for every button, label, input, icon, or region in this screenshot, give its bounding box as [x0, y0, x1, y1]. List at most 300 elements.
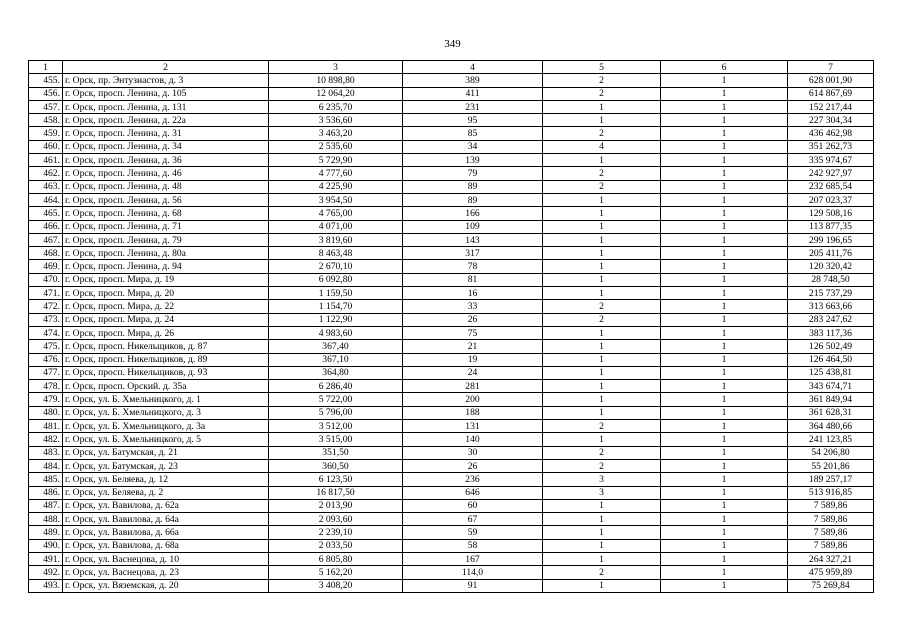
cell-count-6: 1	[661, 433, 788, 446]
cell-count-5: 2	[543, 459, 661, 472]
cell-area: 4 071,00	[269, 220, 403, 233]
cell-area: 8 463,48	[269, 247, 403, 260]
table-row	[29, 273, 874, 286]
cell-count-5: 1	[543, 287, 661, 300]
cell-row-number: 459.	[29, 127, 63, 140]
cell-row-number: 484.	[29, 459, 63, 472]
cell-row-number: 457.	[29, 100, 63, 113]
cell-count-5: 1	[543, 154, 661, 167]
cell-amount: 7 589,86	[788, 513, 874, 526]
table-row	[29, 380, 874, 393]
cell-address: г. Орск, просп. Орский. д. 35а	[63, 380, 269, 393]
cell-count-6: 1	[661, 513, 788, 526]
cell-count-6: 1	[661, 552, 788, 565]
cell-address: г. Орск, ул. Батумская, д. 23	[63, 459, 269, 472]
cell-amount: 126 464,50	[788, 353, 874, 366]
table-row	[29, 420, 874, 433]
cell-address: г. Орск, пр. Энтузиастов, д. 3	[63, 74, 269, 87]
cell-residents: 166	[403, 207, 543, 220]
cell-row-number: 471.	[29, 287, 63, 300]
cell-address: г. Орск, ул. Васнецова, д. 23	[63, 566, 269, 579]
cell-count-5: 1	[543, 207, 661, 220]
table-row	[29, 233, 874, 246]
cell-area: 2 670,10	[269, 260, 403, 273]
cell-count-6: 1	[661, 273, 788, 286]
cell-count-5: 1	[543, 366, 661, 379]
cell-amount: 152 217,44	[788, 100, 874, 113]
table-row	[29, 193, 874, 206]
cell-count-6: 1	[661, 340, 788, 353]
cell-address: г. Орск, просп. Ленина, д. 94	[63, 260, 269, 273]
cell-residents: 58	[403, 539, 543, 552]
cell-count-5: 1	[543, 380, 661, 393]
cell-count-5: 3	[543, 486, 661, 499]
cell-row-number: 489.	[29, 526, 63, 539]
cell-area: 3 463,20	[269, 127, 403, 140]
cell-row-number: 485.	[29, 473, 63, 486]
cell-residents: 85	[403, 127, 543, 140]
cell-count-6: 1	[661, 566, 788, 579]
cell-address: г. Орск, просп. Мира, д. 22	[63, 300, 269, 313]
cell-residents: 143	[403, 233, 543, 246]
cell-address: г. Орск, ул. Вавилова, д. 68а	[63, 539, 269, 552]
cell-count-5: 1	[543, 273, 661, 286]
cell-residents: 317	[403, 247, 543, 260]
cell-amount: 383 117,36	[788, 326, 874, 339]
cell-row-number: 470.	[29, 273, 63, 286]
cell-count-6: 1	[661, 406, 788, 419]
cell-area: 3 536,60	[269, 114, 403, 127]
column-header: 7	[788, 61, 874, 74]
cell-residents: 26	[403, 459, 543, 472]
cell-row-number: 482.	[29, 433, 63, 446]
cell-address: г. Орск, ул. Б. Хмельницкого, д. 3а	[63, 420, 269, 433]
cell-area: 364,80	[269, 366, 403, 379]
cell-count-6: 1	[661, 326, 788, 339]
cell-count-6: 1	[661, 207, 788, 220]
cell-amount: 361 628,31	[788, 406, 874, 419]
cell-address: г. Орск, просп. Мира, д. 20	[63, 287, 269, 300]
cell-amount: 361 849,94	[788, 393, 874, 406]
cell-address: г. Орск, просп. Мира, д. 26	[63, 326, 269, 339]
table-row	[29, 526, 874, 539]
table-row	[29, 180, 874, 193]
cell-amount: 113 877,35	[788, 220, 874, 233]
cell-residents: 200	[403, 393, 543, 406]
cell-count-5: 1	[543, 114, 661, 127]
cell-amount: 283 247,62	[788, 313, 874, 326]
cell-count-5: 1	[543, 433, 661, 446]
cell-residents: 67	[403, 513, 543, 526]
table-row	[29, 539, 874, 552]
cell-amount: 232 685,54	[788, 180, 874, 193]
cell-address: г. Орск, просп. Ленина, д. 71	[63, 220, 269, 233]
cell-residents: 131	[403, 420, 543, 433]
cell-area: 5 162,20	[269, 566, 403, 579]
table-row	[29, 406, 874, 419]
cell-residents: 21	[403, 340, 543, 353]
cell-count-5: 1	[543, 193, 661, 206]
table-row	[29, 499, 874, 512]
cell-address: г. Орск, просп. Ленина, д. 56	[63, 193, 269, 206]
cell-row-number: 487.	[29, 499, 63, 512]
cell-area: 2 013,90	[269, 499, 403, 512]
cell-amount: 7 589,86	[788, 499, 874, 512]
cell-area: 4 983,60	[269, 326, 403, 339]
cell-area: 367,10	[269, 353, 403, 366]
cell-address: г. Орск, ул. Вавилова, д. 62а	[63, 499, 269, 512]
table-row	[29, 260, 874, 273]
cell-count-5: 2	[543, 420, 661, 433]
cell-amount: 54 206,80	[788, 446, 874, 459]
cell-row-number: 467.	[29, 233, 63, 246]
cell-address: г. Орск, просп. Мира, д. 19	[63, 273, 269, 286]
cell-row-number: 456.	[29, 87, 63, 100]
cell-residents: 411	[403, 87, 543, 100]
cell-address: г. Орск, просп. Ленина, д. 48	[63, 180, 269, 193]
cell-area: 1 122,90	[269, 313, 403, 326]
table-row	[29, 140, 874, 153]
cell-residents: 114,0	[403, 566, 543, 579]
column-header: 6	[661, 61, 788, 74]
cell-count-5: 1	[543, 406, 661, 419]
cell-area: 1 159,50	[269, 287, 403, 300]
cell-area: 6 235,70	[269, 100, 403, 113]
cell-address: г. Орск, просп. Ленина, д. 80а	[63, 247, 269, 260]
cell-residents: 140	[403, 433, 543, 446]
cell-row-number: 493.	[29, 579, 63, 592]
cell-count-5: 1	[543, 247, 661, 260]
cell-area: 3 819,60	[269, 233, 403, 246]
cell-residents: 167	[403, 552, 543, 565]
cell-count-5: 4	[543, 140, 661, 153]
table-row	[29, 326, 874, 339]
table-row	[29, 459, 874, 472]
column-header: 5	[543, 61, 661, 74]
cell-address: г. Орск, ул. Вавилова, д. 66а	[63, 526, 269, 539]
cell-address: г. Орск, просп. Ленина, д. 36	[63, 154, 269, 167]
cell-row-number: 462.	[29, 167, 63, 180]
cell-count-6: 1	[661, 100, 788, 113]
cell-row-number: 475.	[29, 340, 63, 353]
cell-area: 4 225,90	[269, 180, 403, 193]
cell-count-6: 1	[661, 459, 788, 472]
cell-count-5: 1	[543, 526, 661, 539]
cell-amount: 227 304,34	[788, 114, 874, 127]
cell-residents: 646	[403, 486, 543, 499]
table-row	[29, 353, 874, 366]
table-row	[29, 552, 874, 565]
cell-area: 4 765,00	[269, 207, 403, 220]
cell-count-6: 1	[661, 220, 788, 233]
cell-area: 5 796,00	[269, 406, 403, 419]
cell-residents: 81	[403, 273, 543, 286]
cell-count-5: 1	[543, 100, 661, 113]
cell-row-number: 477.	[29, 366, 63, 379]
register-table	[28, 60, 874, 593]
cell-address: г. Орск, ул. Б. Хмельницкого, д. 3	[63, 406, 269, 419]
cell-amount: 7 589,86	[788, 526, 874, 539]
cell-area: 6 123,50	[269, 473, 403, 486]
cell-count-6: 1	[661, 127, 788, 140]
cell-count-5: 2	[543, 127, 661, 140]
cell-row-number: 486.	[29, 486, 63, 499]
header-row	[29, 61, 874, 74]
cell-residents: 24	[403, 366, 543, 379]
cell-residents: 89	[403, 180, 543, 193]
cell-area: 367,40	[269, 340, 403, 353]
cell-area: 12 064,20	[269, 87, 403, 100]
cell-count-6: 1	[661, 499, 788, 512]
cell-address: г. Орск, ул. Беляева, д. 12	[63, 473, 269, 486]
cell-amount: 628 001,90	[788, 74, 874, 87]
cell-count-5: 1	[543, 513, 661, 526]
cell-address: г. Орск, просп. Ленина, д. 31	[63, 127, 269, 140]
cell-amount: 299 196,65	[788, 233, 874, 246]
cell-amount: 335 974,67	[788, 154, 874, 167]
table-row	[29, 300, 874, 313]
table-row	[29, 114, 874, 127]
cell-area: 6 286,40	[269, 380, 403, 393]
cell-row-number: 464.	[29, 193, 63, 206]
cell-count-5: 2	[543, 180, 661, 193]
cell-row-number: 479.	[29, 393, 63, 406]
column-header: 1	[29, 61, 63, 74]
cell-count-5: 1	[543, 539, 661, 552]
cell-residents: 91	[403, 579, 543, 592]
cell-row-number: 483.	[29, 446, 63, 459]
cell-residents: 109	[403, 220, 543, 233]
cell-count-6: 1	[661, 366, 788, 379]
cell-count-5: 2	[543, 167, 661, 180]
cell-residents: 389	[403, 74, 543, 87]
cell-address: г. Орск, просп. Никельщиков, д. 89	[63, 353, 269, 366]
cell-count-6: 1	[661, 446, 788, 459]
cell-address: г. Орск, просп. Мира, д. 24	[63, 313, 269, 326]
cell-area: 10 898,80	[269, 74, 403, 87]
table-row	[29, 247, 874, 260]
cell-count-6: 1	[661, 87, 788, 100]
cell-row-number: 492.	[29, 566, 63, 579]
cell-amount: 125 438,81	[788, 366, 874, 379]
cell-address: г. Орск, ул. Б. Хмельницкого, д. 5	[63, 433, 269, 446]
cell-residents: 78	[403, 260, 543, 273]
cell-amount: 7 589,86	[788, 539, 874, 552]
cell-count-6: 1	[661, 193, 788, 206]
cell-area: 6 805,80	[269, 552, 403, 565]
cell-count-6: 1	[661, 74, 788, 87]
table-row	[29, 100, 874, 113]
cell-amount: 351 262,73	[788, 140, 874, 153]
cell-row-number: 488.	[29, 513, 63, 526]
cell-count-6: 1	[661, 539, 788, 552]
cell-count-5: 1	[543, 393, 661, 406]
cell-residents: 89	[403, 193, 543, 206]
cell-count-6: 1	[661, 526, 788, 539]
cell-amount: 475 959,89	[788, 566, 874, 579]
cell-address: г. Орск, просп. Никельщиков, д. 93	[63, 366, 269, 379]
cell-count-5: 1	[543, 579, 661, 592]
cell-count-5: 1	[543, 552, 661, 565]
cell-amount: 126 502,49	[788, 340, 874, 353]
cell-residents: 59	[403, 526, 543, 539]
cell-address: г. Орск, ул. Вяземская, д. 20	[63, 579, 269, 592]
table-row	[29, 393, 874, 406]
cell-count-5: 1	[543, 326, 661, 339]
cell-residents: 231	[403, 100, 543, 113]
cell-residents: 34	[403, 140, 543, 153]
cell-row-number: 468.	[29, 247, 63, 260]
cell-address: г. Орск, просп. Ленина, д. 79	[63, 233, 269, 246]
cell-count-5: 1	[543, 340, 661, 353]
cell-row-number: 466.	[29, 220, 63, 233]
cell-area: 3 515,00	[269, 433, 403, 446]
cell-count-6: 1	[661, 154, 788, 167]
cell-count-6: 1	[661, 300, 788, 313]
cell-address: г. Орск, просп. Ленина, д. 34	[63, 140, 269, 153]
cell-area: 2 535,60	[269, 140, 403, 153]
cell-count-6: 1	[661, 140, 788, 153]
cell-area: 3 408,20	[269, 579, 403, 592]
cell-area: 3 954,50	[269, 193, 403, 206]
cell-amount: 120 320,42	[788, 260, 874, 273]
cell-area: 5 729,90	[269, 154, 403, 167]
cell-amount: 614 867,69	[788, 87, 874, 100]
table-row	[29, 366, 874, 379]
cell-address: г. Орск, просп. Ленина, д. 68	[63, 207, 269, 220]
cell-count-5: 1	[543, 353, 661, 366]
cell-row-number: 481.	[29, 420, 63, 433]
cell-count-6: 1	[661, 393, 788, 406]
cell-count-6: 1	[661, 260, 788, 273]
cell-area: 6 092,80	[269, 273, 403, 286]
cell-residents: 188	[403, 406, 543, 419]
cell-count-6: 1	[661, 313, 788, 326]
cell-count-6: 1	[661, 486, 788, 499]
table-row	[29, 566, 874, 579]
cell-amount: 55 201,86	[788, 459, 874, 472]
cell-count-6: 1	[661, 353, 788, 366]
cell-area: 351,50	[269, 446, 403, 459]
column-header: 4	[403, 61, 543, 74]
cell-amount: 242 927,97	[788, 167, 874, 180]
cell-address: г. Орск, просп. Ленина, д. 131	[63, 100, 269, 113]
cell-row-number: 474.	[29, 326, 63, 339]
cell-area: 360,50	[269, 459, 403, 472]
table-row	[29, 513, 874, 526]
cell-count-6: 1	[661, 287, 788, 300]
table-row	[29, 74, 874, 87]
cell-count-5: 1	[543, 499, 661, 512]
table-row	[29, 446, 874, 459]
cell-count-6: 1	[661, 180, 788, 193]
page-number: 349	[444, 38, 461, 50]
cell-address: г. Орск, ул. Батумская, д. 21	[63, 446, 269, 459]
table-row	[29, 167, 874, 180]
cell-row-number: 465.	[29, 207, 63, 220]
cell-count-5: 2	[543, 87, 661, 100]
cell-count-6: 1	[661, 380, 788, 393]
cell-residents: 79	[403, 167, 543, 180]
table-row	[29, 127, 874, 140]
cell-count-5: 1	[543, 220, 661, 233]
cell-count-6: 1	[661, 420, 788, 433]
cell-amount: 241 123,85	[788, 433, 874, 446]
table-row	[29, 313, 874, 326]
cell-address: г. Орск, просп. Ленина, д. 22а	[63, 114, 269, 127]
cell-area: 16 817,50	[269, 486, 403, 499]
cell-amount: 215 737,29	[788, 287, 874, 300]
cell-address: г. Орск, просп. Никельщиков, д. 87	[63, 340, 269, 353]
cell-count-6: 1	[661, 247, 788, 260]
cell-amount: 313 663,66	[788, 300, 874, 313]
cell-count-5: 1	[543, 260, 661, 273]
cell-count-6: 1	[661, 233, 788, 246]
cell-row-number: 472.	[29, 300, 63, 313]
cell-address: г. Орск, ул. Васнецова, д. 10	[63, 552, 269, 565]
table-row	[29, 486, 874, 499]
cell-row-number: 476.	[29, 353, 63, 366]
table-row	[29, 433, 874, 446]
cell-address: г. Орск, ул. Беляева, д. 2	[63, 486, 269, 499]
cell-amount: 513 916,85	[788, 486, 874, 499]
cell-amount: 28 748,50	[788, 273, 874, 286]
table-row	[29, 473, 874, 486]
cell-count-5: 2	[543, 566, 661, 579]
cell-residents: 75	[403, 326, 543, 339]
cell-amount: 364 480,66	[788, 420, 874, 433]
cell-residents: 26	[403, 313, 543, 326]
cell-row-number: 458.	[29, 114, 63, 127]
cell-area: 2 093,60	[269, 513, 403, 526]
table-row	[29, 579, 874, 592]
cell-row-number: 480.	[29, 406, 63, 419]
cell-amount: 189 257,17	[788, 473, 874, 486]
cell-area: 3 512,00	[269, 420, 403, 433]
cell-count-5: 2	[543, 74, 661, 87]
cell-amount: 207 023,37	[788, 193, 874, 206]
cell-row-number: 491.	[29, 552, 63, 565]
cell-row-number: 469.	[29, 260, 63, 273]
cell-residents: 281	[403, 380, 543, 393]
cell-amount: 436 462,98	[788, 127, 874, 140]
cell-count-5: 2	[543, 446, 661, 459]
cell-residents: 30	[403, 446, 543, 459]
cell-count-6: 1	[661, 114, 788, 127]
cell-area: 5 722,00	[269, 393, 403, 406]
table-row	[29, 287, 874, 300]
table-row	[29, 220, 874, 233]
cell-area: 2 239,10	[269, 526, 403, 539]
cell-address: г. Орск, ул. Вавилова, д. 64а	[63, 513, 269, 526]
table-row	[29, 207, 874, 220]
cell-count-5: 2	[543, 313, 661, 326]
table-row	[29, 340, 874, 353]
cell-residents: 236	[403, 473, 543, 486]
cell-amount: 343 674,71	[788, 380, 874, 393]
cell-count-5: 1	[543, 233, 661, 246]
cell-residents: 16	[403, 287, 543, 300]
cell-address: г. Орск, ул. Б. Хмельницкого, д. 1	[63, 393, 269, 406]
cell-count-6: 1	[661, 473, 788, 486]
table-row	[29, 154, 874, 167]
column-header: 3	[269, 61, 403, 74]
cell-row-number: 460.	[29, 140, 63, 153]
cell-row-number: 490.	[29, 539, 63, 552]
cell-amount: 129 508,16	[788, 207, 874, 220]
cell-residents: 60	[403, 499, 543, 512]
cell-residents: 95	[403, 114, 543, 127]
